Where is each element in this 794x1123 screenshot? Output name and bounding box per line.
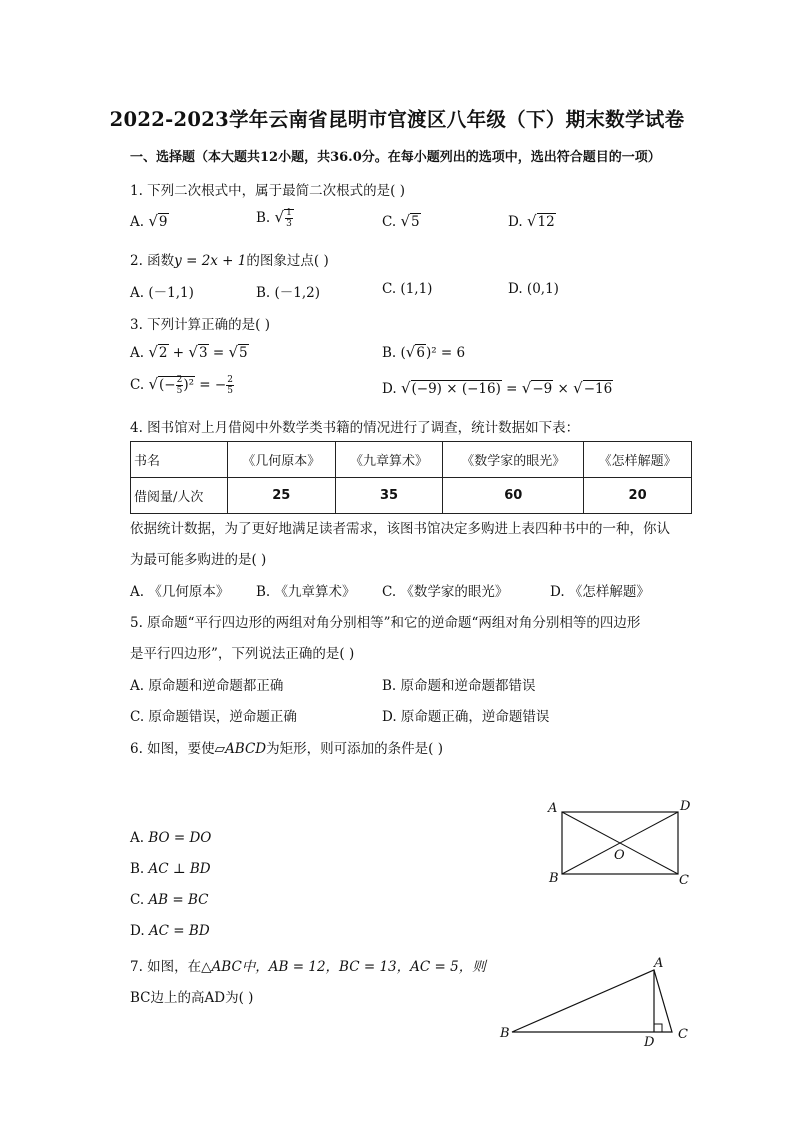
question-5-text-line-1: 5. 原命题“平行四边形的两组对角分别相等”和它的逆命题“两组对角分别相等的四边形	[130, 615, 641, 631]
question-4-text-line-2: 为最可能多购进的是( )	[130, 552, 267, 568]
question-7-text-line-1: 7. 如图，在△ABC中，AB = 12，BC = 13，AC = 5，则	[130, 959, 486, 975]
question-3-stem: 3. 下列计算正确的是( )	[130, 317, 270, 333]
question-4-stem: 4. 图书馆对上月借阅中外数学类书籍的情况进行了调查，统计数据如下表：	[130, 420, 580, 436]
vertex-label-b: B	[500, 1026, 510, 1041]
table-row-label: 借阅量/人次	[131, 478, 228, 514]
vertex-label-c: C	[678, 1027, 688, 1042]
triangle-abc-figure	[496, 952, 696, 1052]
question-6-option-b: B. AC ⊥ BD	[130, 861, 211, 877]
question-4-option-a: A. 《几何原本》	[130, 584, 230, 600]
section-heading: 一、选择题（本大题共12小题，共36.0分。在每小题列出的选项中，选出符合题目的一项）	[130, 150, 661, 165]
table-cell: 60	[443, 478, 584, 514]
question-1-option-c: C. √5	[382, 212, 420, 230]
question-4-option-d: D. 《怎样解题》	[550, 584, 650, 600]
table-cell: 35	[335, 478, 443, 514]
question-2-option-c: C. (1,1)	[382, 281, 433, 297]
table-header-cell: 《怎样解题》	[584, 442, 692, 478]
table-header-cell: 《九章算术》	[335, 442, 443, 478]
question-6-stem: 6. 如图，要使▱ABCD为矩形，则可添加的条件是( )	[130, 741, 443, 757]
question-3-option-b: B. (√6)² = 6	[382, 343, 466, 361]
question-5-text-line-2: 是平行四边形”，下列说法正确的是( )	[130, 646, 355, 662]
table-cell: 25	[227, 478, 335, 514]
table-header-cell: 《几何原本》	[227, 442, 335, 478]
question-1-stem: 1. 下列二次根式中，属于最简二次根式的是( )	[130, 183, 405, 199]
center-label-o: O	[614, 848, 625, 863]
question-3-option-d: D. √(−9) × (−16) = √−9 × √−16	[382, 379, 613, 397]
question-5-option-c: C. 原命题错误，逆命题正确	[130, 709, 297, 725]
vertex-label-a: A	[654, 956, 664, 971]
vertex-label-d: D	[680, 799, 691, 814]
question-1-option-b: B. √ $\frac{1}{3}$	[256, 208, 292, 229]
triangle-outline	[512, 970, 672, 1032]
question-4-option-c: C. 《数学家的眼光》	[382, 584, 509, 600]
question-1-option-d: D. √12	[508, 212, 555, 230]
table-row	[131, 442, 692, 478]
question-5-option-d: D. 原命题正确，逆命题错误	[382, 709, 550, 725]
question-6-option-c: C. AB = BC	[130, 892, 209, 908]
question-4-option-b: B. 《九章算术》	[256, 584, 356, 600]
vertex-label-a: A	[548, 801, 558, 816]
right-angle-mark	[654, 1024, 662, 1032]
table-cell: 20	[584, 478, 692, 514]
question-6-option-a: A. BO = DO	[130, 830, 212, 846]
table-header-cell: 书名	[131, 442, 228, 478]
question-1-option-a: A. √9	[130, 212, 168, 230]
page-title: 2022-2023学年云南省昆明市官渡区八年级（下）期末数学试卷	[109, 108, 685, 131]
question-5-option-a: A. 原命题和逆命题都正确	[130, 678, 284, 694]
vertex-label-b: B	[549, 871, 559, 886]
vertex-label-c: C	[679, 873, 689, 888]
borrow-stats-table	[130, 441, 692, 514]
question-2-stem: 2. 函数y = 2x + 1的图象过点( )	[130, 253, 329, 269]
question-7-text-line-2: BC边上的高AD为( )	[130, 990, 254, 1006]
question-2-option-b: B. (－1,2)	[256, 285, 321, 301]
rectangle-abcd-figure	[540, 796, 700, 892]
foot-label-d: D	[644, 1035, 655, 1050]
question-2-option-a: A. (－1,1)	[130, 285, 194, 301]
question-2-option-d: D. (0,1)	[508, 281, 559, 297]
question-4-text-line-1: 依据统计数据，为了更好地满足读者需求，该图书馆决定多购进上表四种书中的一种，你认	[130, 521, 670, 537]
question-3-option-c: C. √(− $\frac{2}{5}$ )² = − $\frac{2}{5}$	[130, 375, 233, 396]
question-3-option-a: A. √2 + √3 = √5	[130, 343, 248, 361]
question-5-option-b: B. 原命题和逆命题都错误	[382, 678, 536, 694]
table-row	[131, 478, 692, 514]
table-header-cell: 《数学家的眼光》	[443, 442, 584, 478]
question-6-option-d: D. AC = BD	[130, 923, 210, 939]
